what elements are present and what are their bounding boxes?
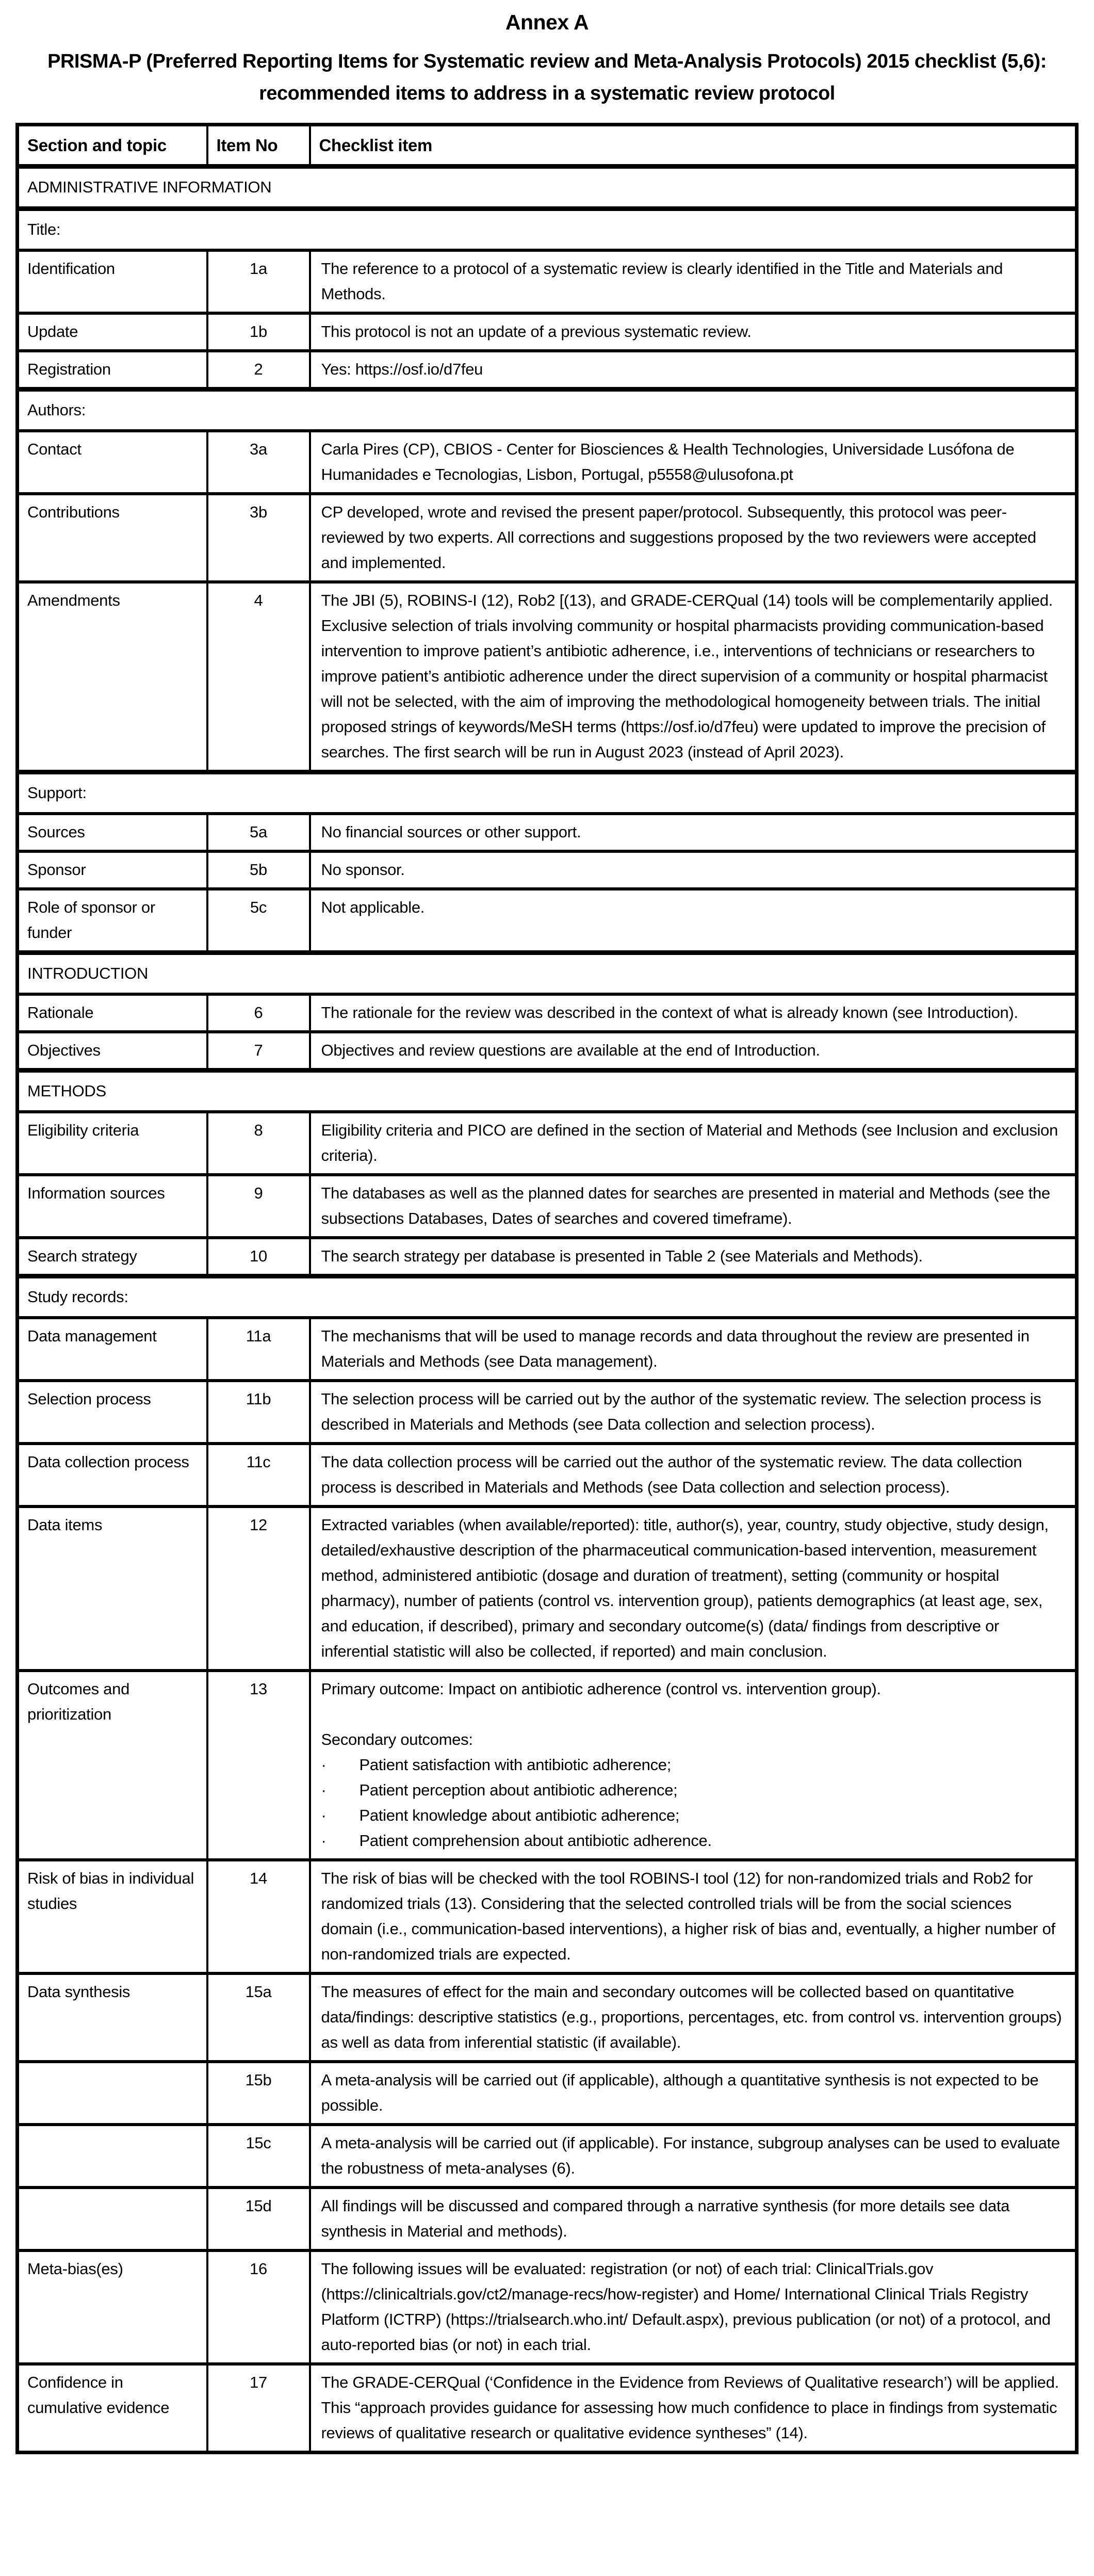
item-no-cell: 12 — [207, 1506, 310, 1671]
item-no-cell: 15a — [207, 1973, 310, 2062]
checklist-row — [18, 1175, 1077, 1238]
document-subtitle: PRISMA-P (Preferred Reporting Items for Systematic review and Meta-Analysis Protocols) 2015 checklist (5,6): recommended items to address in a systematic review protocol — [47, 51, 1047, 104]
checklist-text: A meta-analysis will be carried out (if applicable). For instance, subgroup analyses can be used to evaluate the robustness of meta-analyses (6). — [321, 2134, 1060, 2178]
checklist-row — [18, 250, 1077, 313]
section-row — [18, 1071, 1077, 1112]
item-no-cell: 13 — [207, 1671, 310, 1860]
item-no-cell: 15d — [207, 2188, 310, 2250]
checklist-row — [18, 1238, 1077, 1276]
checklist-text: The risk of bias will be checked with the tool ROBINS-I tool (12) for non-randomized trials and Rob2 for randomized trials (13). Considering that the selected controlled trials will be from the social sciences domain (i.e., communication-based interventions), a higher risk of bias and, eventually, a higher number of non-randomized trials are expected. — [321, 1869, 1055, 1964]
item-no-cell: 11b — [207, 1381, 310, 1444]
checklist-cell — [310, 431, 1077, 494]
bullet-marker: · — [321, 1832, 326, 1850]
topic-cell: Data collection process — [18, 1444, 207, 1506]
checklist-cell — [310, 2125, 1077, 2188]
topic-cell: Identification — [18, 250, 207, 313]
checklist-row — [18, 1973, 1077, 2062]
checklist-text: CP developed, wrote and revised the present paper/protocol. Subsequently, this protocol was peer-reviewed by two experts. All corrections and suggestions proposed by the two reviewers were accepted and implemented. — [321, 503, 1036, 572]
checklist-text: A meta-analysis will be carried out (if applicable), although a quantitative synthesis is not expected to be possible. — [321, 2071, 1039, 2115]
topic-cell: Search strategy — [18, 1238, 207, 1276]
item-no-cell: 5c — [207, 889, 310, 953]
header-item-no: Item No — [207, 125, 310, 167]
table-body — [18, 167, 1077, 2453]
section-label: Support: — [18, 772, 1077, 814]
topic-cell: Outcomes and prioritization — [18, 1671, 207, 1860]
item-no-cell: 7 — [207, 1032, 310, 1071]
section-label: ADMINISTRATIVE INFORMATION — [18, 167, 1077, 209]
checklist-cell — [310, 2062, 1077, 2125]
section-label: Authors: — [18, 390, 1077, 431]
checklist-row — [18, 1032, 1077, 1071]
item-no-cell: 10 — [207, 1238, 310, 1276]
checklist-text: The search strategy per database is presented in Table 2 (see Materials and Methods). — [321, 1247, 923, 1266]
topic-cell: Contributions — [18, 494, 207, 582]
topic-cell: Amendments — [18, 582, 207, 772]
checklist-cell — [310, 250, 1077, 313]
topic-cell: Sources — [18, 814, 207, 851]
checklist-row — [18, 1318, 1077, 1381]
checklist-text: The mechanisms that will be used to manage records and data throughout the review are presented in Materials and Methods (see Data management). — [321, 1327, 1030, 1371]
item-no-cell: 6 — [207, 994, 310, 1032]
checklist-row — [18, 494, 1077, 582]
checklist-row — [18, 1444, 1077, 1506]
checklist-cell — [310, 1506, 1077, 1671]
topic-cell: Rationale — [18, 994, 207, 1032]
bullet-item — [321, 1828, 1066, 1853]
checklist-row — [18, 2062, 1077, 2125]
checklist-cell — [310, 1381, 1077, 1444]
section-label: Title: — [18, 209, 1077, 251]
bullet-text: Patient knowledge about antibiotic adherence; — [359, 1806, 680, 1825]
checklist-cell — [310, 814, 1077, 851]
topic-cell: Risk of bias in individual studies — [18, 1860, 207, 1973]
checklist-row — [18, 1671, 1077, 1860]
checklist-text: The JBI (5), ROBINS-I (12), Rob2 [(13), and GRADE-CERQual (14) tools will be complementarily applied. Exclusive selection of trials involving community or hospital pharmacists providing communication-based intervention to improve patient’s antibiotic adherence, i.e., interventions of technicians or researchers to improve patient’s antibiotic adherence under the direct supervision of a community or hospital pharmacist will not be selected, with the aim of improving the methodological homogeneity between trials. The initial proposed strings of keywords/MeSH terms (https://osf.io/d7feu) were updated to improve the precision of searches. The first search will be run in August 2023 (instead of April 2023). — [321, 591, 1053, 762]
bullet-text: Patient comprehension about antibiotic adherence. — [359, 1832, 712, 1850]
item-no-cell: 1a — [207, 250, 310, 313]
annex-title: Annex A — [505, 10, 589, 34]
item-no-cell: 4 — [207, 582, 310, 772]
section-label: Study records: — [18, 1276, 1077, 1318]
topic-cell: Data items — [18, 1506, 207, 1671]
bullet-item — [321, 1803, 1066, 1828]
bullet-item — [321, 1777, 1066, 1803]
checklist-cell — [310, 994, 1077, 1032]
checklist-row — [18, 1112, 1077, 1175]
section-row — [18, 209, 1077, 251]
section-label: INTRODUCTION — [18, 953, 1077, 995]
checklist-text: The databases as well as the planned dates for searches are presented in material and Methods (see the subsections Databases, Dates of searches and covered timeframe). — [321, 1184, 1050, 1228]
checklist-row — [18, 1506, 1077, 1671]
checklist-cell — [310, 494, 1077, 582]
checklist-text: No financial sources or other support. — [321, 823, 581, 841]
topic-cell: Eligibility criteria — [18, 1112, 207, 1175]
header-checklist-item: Checklist item — [310, 125, 1077, 167]
checklist-row — [18, 851, 1077, 889]
checklist-row — [18, 2250, 1077, 2364]
table-header-row — [18, 125, 1077, 167]
bullet-marker: · — [321, 1781, 326, 1800]
checklist-row — [18, 889, 1077, 953]
checklist-cell — [310, 2364, 1077, 2453]
checklist-cell — [310, 1860, 1077, 1973]
item-no-cell: 11a — [207, 1318, 310, 1381]
bullet-text: Patient satisfaction with antibiotic adherence; — [359, 1756, 672, 1774]
checklist-text: Extracted variables (when available/reported): title, author(s), year, country, study objective, study design, detailed/exhaustive description of the pharmaceutical communication-based intervention, measurement method, administered antibiotic (dosage and duration of treatment), setting (community or hospital pharmacy), number of patients (control vs. intervention group), patients demographics (at least age, sex, and education, if described), primary and secondary outcome(s) (data/ findings from descriptive or inferential statistic will also be collected, if reported) and main conclusion. — [321, 1516, 1049, 1661]
topic-cell: Information sources — [18, 1175, 207, 1238]
topic-cell: Confidence in cumulative evidence — [18, 2364, 207, 2453]
item-no-cell: 5b — [207, 851, 310, 889]
checklist-cell — [310, 2250, 1077, 2364]
checklist-text: Carla Pires (CP), CBIOS - Center for Biosciences & Health Technologies, Universidade Lusófona de Humanidades e Tecnologias, Lisbon, Portugal, p5558@ulusofona.pt — [321, 440, 1015, 484]
item-no-cell: 17 — [207, 2364, 310, 2453]
checklist-text: The GRADE-CERQual (‘Confidence in the Evidence from Reviews of Qualitative research’) will be applied. This “approach provides guidance for assessing how much confidence to place in findings from systematic reviews of qualitative research or qualitative evidence syntheses” (14). — [321, 2373, 1059, 2442]
checklist-text: The selection process will be carried out by the author of the systematic review. The selection process is described in Materials and Methods (see Data collection and selection process). — [321, 1390, 1041, 1434]
section-row — [18, 953, 1077, 995]
checklist-cell — [310, 2188, 1077, 2250]
checklist-row — [18, 814, 1077, 851]
checklist-text: Primary outcome: Impact on antibiotic adherence (control vs. intervention group). — [321, 1680, 881, 1698]
checklist-row — [18, 994, 1077, 1032]
checklist-row — [18, 2364, 1077, 2453]
topic-cell — [18, 2125, 207, 2188]
checklist-text: Objectives and review questions are available at the end of Introduction. — [321, 1041, 820, 1060]
topic-cell — [18, 2188, 207, 2250]
checklist-text: The measures of effect for the main and secondary outcomes will be collected based on quantitative data/findings: descriptive statistics (e.g., proportions, percentages, etc. from control vs. intervention groups) as well as data from inferential statistic (if available). — [321, 1983, 1062, 2052]
item-no-cell: 15b — [207, 2062, 310, 2125]
topic-cell: Role of sponsor or funder — [18, 889, 207, 953]
bullet-marker: · — [321, 1756, 326, 1774]
item-no-cell: 1b — [207, 313, 310, 351]
checklist-row — [18, 1381, 1077, 1444]
prisma-checklist-table — [15, 123, 1079, 2454]
checklist-cell — [310, 1032, 1077, 1071]
checklist-cell — [310, 851, 1077, 889]
topic-cell: Objectives — [18, 1032, 207, 1071]
secondary-outcomes-heading: Secondary outcomes: — [321, 1730, 473, 1749]
topic-cell: Selection process — [18, 1381, 207, 1444]
checklist-text: Not applicable. — [321, 898, 425, 917]
checklist-cell — [310, 1175, 1077, 1238]
checklist-cell — [310, 1671, 1077, 1860]
checklist-cell — [310, 1973, 1077, 2062]
topic-cell — [18, 2062, 207, 2125]
section-row — [18, 167, 1077, 209]
item-no-cell: 2 — [207, 351, 310, 390]
checklist-text: The following issues will be evaluated: registration (or not) of each trial: ClinicalTrials.gov (https://clinicaltrials.gov/ct2/manage-recs/how-register) and Home/ International Clinical Trials Registry Platform (ICTRP) (https://trialsearch.who.int/ Default.aspx), previous publication (or not) of a protocol, and auto-reported bias (or not) in each trial. — [321, 2260, 1051, 2354]
checklist-text: This protocol is not an update of a previous systematic review. — [321, 322, 752, 341]
checklist-cell — [310, 1238, 1077, 1276]
checklist-cell — [310, 889, 1077, 953]
checklist-cell — [310, 351, 1077, 390]
checklist-row — [18, 582, 1077, 772]
section-row — [18, 772, 1077, 814]
topic-cell: Meta-bias(es) — [18, 2250, 207, 2364]
bullet-text: Patient perception about antibiotic adherence; — [359, 1781, 678, 1800]
checklist-row — [18, 431, 1077, 494]
header-section-and-topic: Section and topic — [18, 125, 207, 167]
topic-cell: Data synthesis — [18, 1973, 207, 2062]
item-no-cell: 15c — [207, 2125, 310, 2188]
topic-cell: Update — [18, 313, 207, 351]
checklist-text: Eligibility criteria and PICO are defined in the section of Material and Methods (see Inclusion and exclusion criteria). — [321, 1121, 1058, 1165]
topic-cell: Sponsor — [18, 851, 207, 889]
checklist-row — [18, 351, 1077, 390]
topic-cell: Data management — [18, 1318, 207, 1381]
section-row — [18, 390, 1077, 431]
section-label: METHODS — [18, 1071, 1077, 1112]
checklist-text: All findings will be discussed and compared through a narrative synthesis (for more details see data synthesis in Material and methods). — [321, 2197, 1010, 2241]
item-no-cell: 8 — [207, 1112, 310, 1175]
checklist-text: The data collection process will be carried out the author of the systematic review. The data collection process is described in Materials and Methods (see Data collection and selection process). — [321, 1453, 1022, 1497]
checklist-cell — [310, 1318, 1077, 1381]
checklist-text: Yes: https://osf.io/d7feu — [321, 360, 483, 379]
bullet-marker: · — [321, 1806, 326, 1825]
bullet-item — [321, 1752, 1066, 1777]
item-no-cell: 16 — [207, 2250, 310, 2364]
checklist-cell — [310, 1444, 1077, 1506]
checklist-text: The rationale for the review was described in the context of what is already known (see Introduction). — [321, 1003, 1018, 1022]
topic-cell: Contact — [18, 431, 207, 494]
item-no-cell: 11c — [207, 1444, 310, 1506]
item-no-cell: 14 — [207, 1860, 310, 1973]
checklist-row — [18, 313, 1077, 351]
item-no-cell: 3a — [207, 431, 310, 494]
checklist-text: No sponsor. — [321, 861, 405, 879]
section-row — [18, 1276, 1077, 1318]
checklist-row — [18, 2188, 1077, 2250]
topic-cell: Registration — [18, 351, 207, 390]
item-no-cell: 9 — [207, 1175, 310, 1238]
checklist-cell — [310, 1112, 1077, 1175]
checklist-row — [18, 1860, 1077, 1973]
checklist-text: The reference to a protocol of a systematic review is clearly identified in the Title and Materials and Methods. — [321, 260, 1003, 303]
checklist-cell — [310, 313, 1077, 351]
item-no-cell: 5a — [207, 814, 310, 851]
checklist-row — [18, 2125, 1077, 2188]
item-no-cell: 3b — [207, 494, 310, 582]
checklist-cell — [310, 582, 1077, 772]
